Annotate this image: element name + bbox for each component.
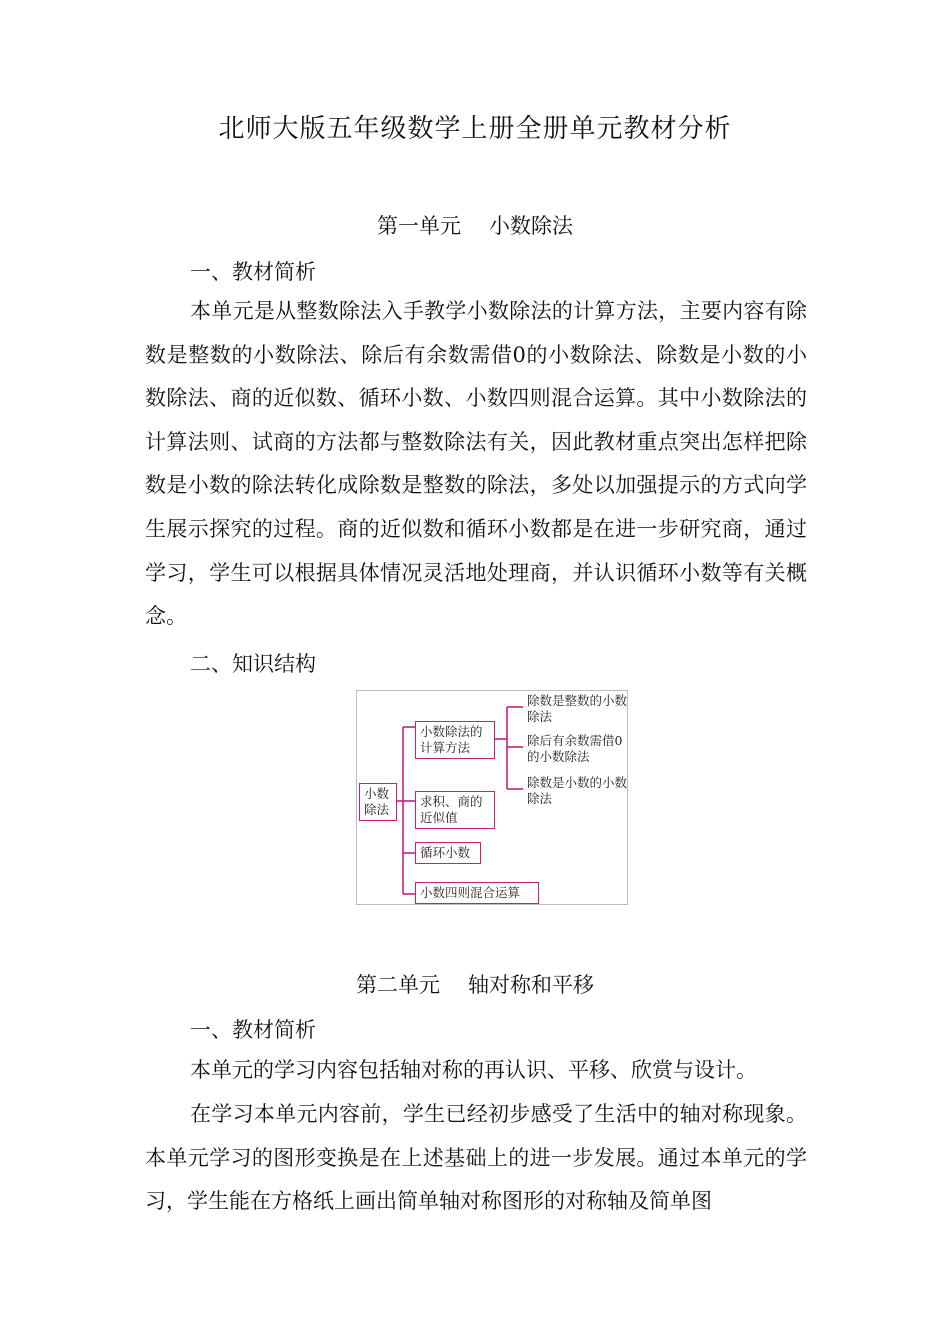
diagram-branch-approximation: 求积、商的近似值 — [415, 791, 495, 829]
diagram-branch-repeating-decimal: 循环小数 — [415, 842, 481, 864]
unit2-para1: 本单元的学习内容包括轴对称的再认识、平移、欣赏与设计。 — [190, 1058, 757, 1082]
unit1-section2-heading: 二、知识结构 — [190, 652, 316, 676]
diagram-leaf-decimal-divisor: 除数是小数的小数除法 — [527, 775, 628, 806]
diagram-leaf-borrow-zero: 除后有余数需借0的小数除法 — [527, 733, 623, 764]
document-title: 北师大版五年级数学上册全册单元教材分析 — [218, 114, 732, 144]
unit2-title — [0, 969, 950, 999]
unit1-section1-heading: 一、教材简析 — [190, 260, 316, 284]
diagram-leaf-integer-divisor: 除数是整数的小数除法 — [527, 693, 628, 724]
knowledge-structure-diagram — [356, 690, 628, 905]
unit2-section1-heading: 一、教材简析 — [190, 1018, 316, 1042]
unit1-label: 第一单元 — [377, 214, 461, 238]
unit1-title — [0, 210, 950, 240]
diagram-branch-mixed-operations: 小数四则混合运算 — [415, 882, 539, 904]
unit1-section1-text: 本单元是从整数除法入手教学小数除法的计算方法，主要内容有除数是整数的小数除法、除后有余数需借0的小数除法、除数是小数的小数除法、商的近似数、循环小数、小数四则混合运算。其中小数除法的计算法则、试商的方法都与整数除法有关，因此教材重点突出怎样把除数是小数的除法转化成除数是整数的除法，多处以加强提示的方式向学生展示探究的过程。商的近似数和循环小数都是在进一步研究商，通过学习，学生可以根据具体情况灵活地处理商，并认识循环小数等有关概念。 — [145, 299, 807, 629]
unit2-name: 轴对称和平移 — [468, 973, 594, 997]
diagram-branch-calc-method: 小数除法的计算方法 — [415, 721, 495, 759]
unit2-para2: 在学习本单元内容前，学生已经初步感受了生活中的轴对称现象。本单元学习的图形变换是在上述基础上的进一步发展。通过本单元的学习，学生能在方格纸上画出简单轴对称图形的对称轴及简单图 — [145, 1102, 807, 1214]
diagram-root: 小数除法 — [359, 783, 397, 821]
unit2-label: 第二单元 — [356, 973, 440, 997]
unit1-name: 小数除法 — [489, 214, 573, 238]
